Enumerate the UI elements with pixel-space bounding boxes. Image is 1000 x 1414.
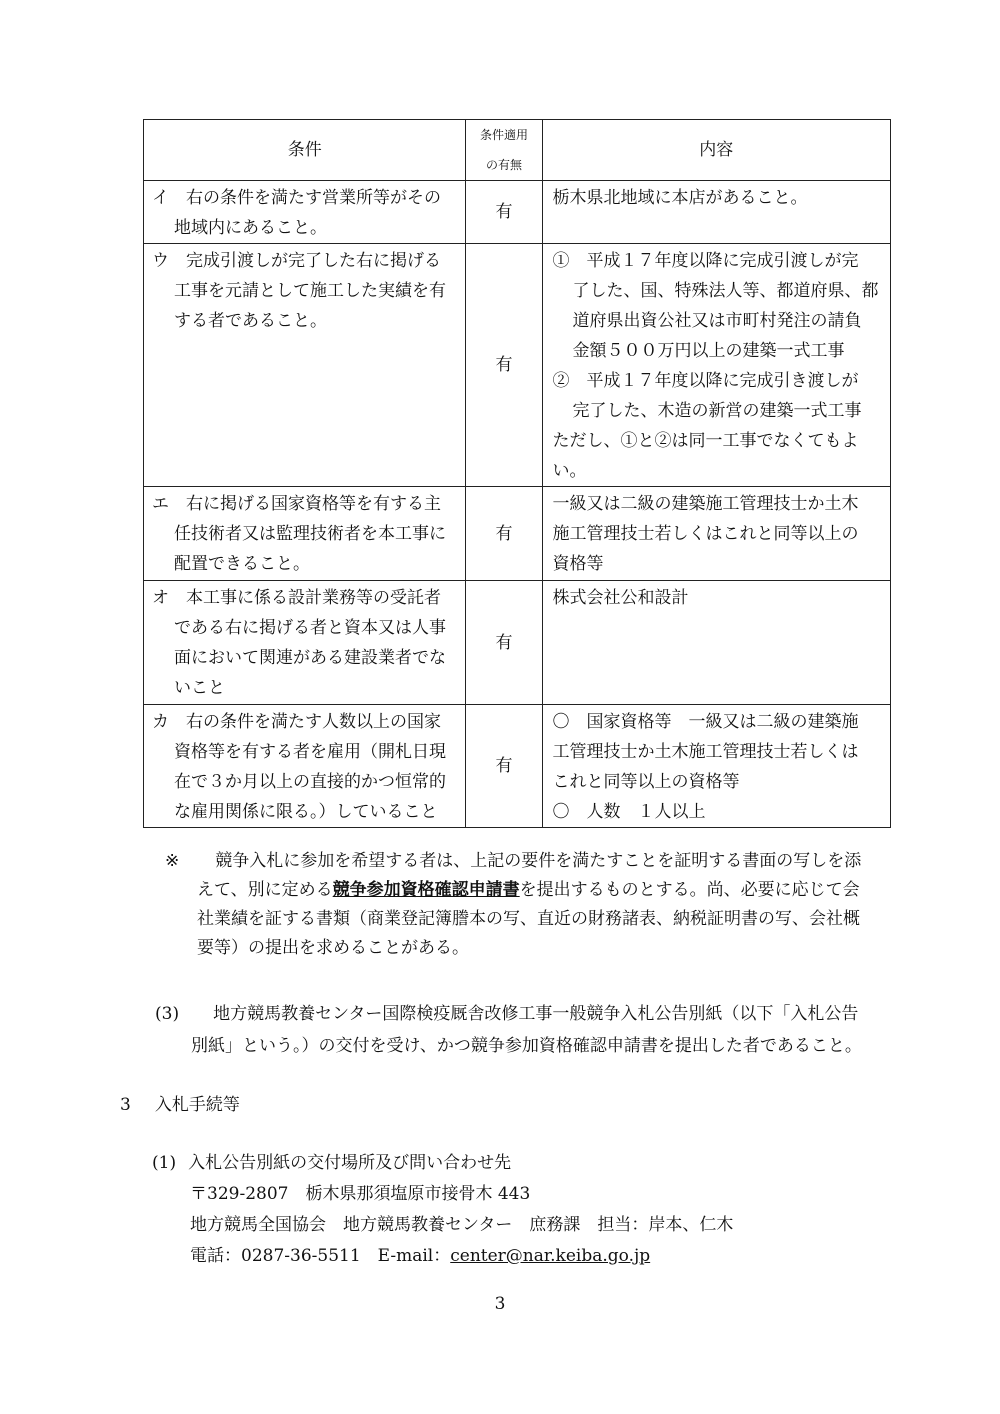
- subsection-1: [152, 1148, 733, 1272]
- item-3-line-1: [155, 998, 862, 1030]
- page-number: 3: [494, 1294, 506, 1314]
- content-cell: [542, 487, 890, 581]
- content-line: 道府県出資公社又は市町村発注の請負: [572, 311, 862, 331]
- note-text-2a: えて、別に定める: [197, 880, 333, 900]
- section-3-heading: [120, 1090, 240, 1115]
- content-cell: [542, 581, 890, 705]
- content-line: 一級又は二級の建築施工管理技士か土木: [552, 494, 859, 514]
- condition-line: 面において関連がある建設業者でな: [174, 648, 446, 668]
- applicability-cell: 有: [466, 181, 542, 244]
- item-3-line-2: 別紙」という。）の交付を受け、かつ競争参加資格確認申請書を提出した者であること。: [191, 1036, 862, 1056]
- table-header-row: [144, 120, 891, 181]
- section-3-title: 入札手続等: [154, 1095, 240, 1115]
- header-applicability-line2: の有無: [485, 158, 522, 172]
- item-3-label: (3): [155, 1004, 180, 1024]
- note-paragraph: [165, 847, 895, 963]
- table-row: [144, 487, 891, 581]
- content-line: ② 平成１７年度以降に完成引き渡しが: [552, 371, 859, 391]
- content-cell: [542, 244, 890, 487]
- applicability-cell: 有: [466, 487, 542, 581]
- condition-line: カ 右の条件を満たす人数以上の国家: [152, 712, 441, 732]
- address-line: 〒329-2807 栃木県那須塩原市接骨木 443: [190, 1184, 531, 1204]
- condition-cell: [144, 244, 466, 487]
- content-line: い。: [552, 461, 587, 481]
- applicability-cell: 有: [466, 244, 542, 487]
- content-cell: [542, 705, 890, 828]
- condition-line: いこと: [174, 678, 225, 698]
- table-row: [144, 244, 891, 487]
- condition-line: する者であること。: [174, 311, 327, 331]
- header-applicability-line1: 条件適用: [479, 128, 528, 142]
- condition-cell: [144, 181, 466, 244]
- condition-line: 配置できること。: [174, 554, 310, 574]
- contact-line: [152, 1241, 733, 1272]
- header-applicability: [466, 120, 542, 181]
- section-3-number: 3: [120, 1095, 131, 1115]
- content-line: 〇 国家資格等 一級又は二級の建築施: [552, 712, 859, 732]
- note-text-2c: を提出するものとする。尚、必要に応じて会: [519, 880, 860, 900]
- note-mark: ※: [165, 851, 180, 871]
- condition-line: 任技術者又は監理技術者を本工事に: [174, 524, 446, 544]
- content-line: 〇 人数 １人以上: [552, 802, 706, 822]
- item-3-paragraph: [155, 998, 862, 1062]
- applicability-cell: 有: [466, 705, 542, 828]
- condition-cell: [144, 581, 466, 705]
- table-row: [144, 581, 891, 705]
- content-line: 施工管理技士若しくはこれと同等以上の: [552, 524, 859, 544]
- phone-text: 電話：0287-36-5511 E-mail：: [190, 1246, 451, 1266]
- organization-line: 地方競馬全国協会 地方競馬教養センター 庶務課 担当：岸本、仁木: [190, 1215, 734, 1235]
- content-line: 資格等: [552, 554, 604, 574]
- application-form-name: 競争参加資格確認申請書: [332, 880, 520, 900]
- content-line: 了した、国、特殊法人等、都道府県、都: [572, 281, 879, 301]
- subsection-1-label: (1): [152, 1153, 177, 1173]
- header-condition: 条件: [144, 120, 466, 181]
- content-line: これと同等以上の資格等: [552, 772, 740, 792]
- condition-cell: [144, 487, 466, 581]
- condition-line: エ 右に掲げる国家資格等を有する主: [152, 494, 441, 514]
- conditions-table: [143, 119, 891, 828]
- note-line-2: [165, 876, 895, 905]
- condition-line: な雇用関係に限る。）していること: [174, 802, 438, 822]
- condition-line: イ 右の条件を満たす営業所等がその: [152, 188, 441, 208]
- note-line-1: [165, 847, 895, 876]
- email-link[interactable]: center@nar.keiba.go.jp: [450, 1246, 651, 1266]
- content-line: 金額５００万円以上の建築一式工事: [572, 341, 845, 361]
- condition-line: ウ 完成引渡しが完了した右に掲げる: [152, 251, 441, 271]
- content-line: 株式会社公和設計: [552, 588, 689, 608]
- table-row: [144, 705, 891, 828]
- condition-line: 地域内にあること。: [174, 218, 327, 238]
- content-line: 栃木県北地域に本店があること。: [552, 188, 808, 208]
- note-line-3: 社業績を証する書類（商業登記簿謄本の写、直近の財務諸表、納税証明書の写、会社概: [197, 909, 860, 929]
- condition-cell: [144, 705, 466, 828]
- table-row: [144, 181, 891, 244]
- content-cell: [542, 181, 890, 244]
- content-line: ① 平成１７年度以降に完成引渡しが完: [552, 251, 859, 271]
- applicability-cell: 有: [466, 581, 542, 705]
- condition-line: 在で３か月以上の直接的かつ恒常的: [174, 772, 446, 792]
- condition-line: である右に掲げる者と資本又は人事: [174, 618, 446, 638]
- content-line: ただし、①と②は同一工事でなくてもよ: [552, 431, 859, 451]
- header-content: 内容: [542, 120, 890, 181]
- condition-line: 資格等を有する者を雇用（開札日現: [174, 742, 446, 762]
- note-text-1: 競争入札に参加を希望する者は、上記の要件を満たすことを証明する書面の写しを添: [215, 851, 862, 871]
- condition-line: 工事を元請として施工した実績を有: [174, 281, 446, 301]
- subsection-1-title-line: [152, 1148, 733, 1179]
- subsection-1-title: 入札公告別紙の交付場所及び問い合わせ先: [188, 1153, 512, 1173]
- content-line: 完了した、木造の新営の建築一式工事: [572, 401, 862, 421]
- item-3-text-1: 地方競馬教養センター国際検疫厩舎改修工事一般競争入札公告別紙（以下「入札公告: [213, 1004, 859, 1024]
- note-line-4: 要等）の提出を求めることがある。: [197, 938, 469, 958]
- condition-line: オ 本工事に係る設計業務等の受託者: [152, 588, 441, 608]
- content-line: 工管理技士か土木施工管理技士若しくは: [552, 742, 859, 762]
